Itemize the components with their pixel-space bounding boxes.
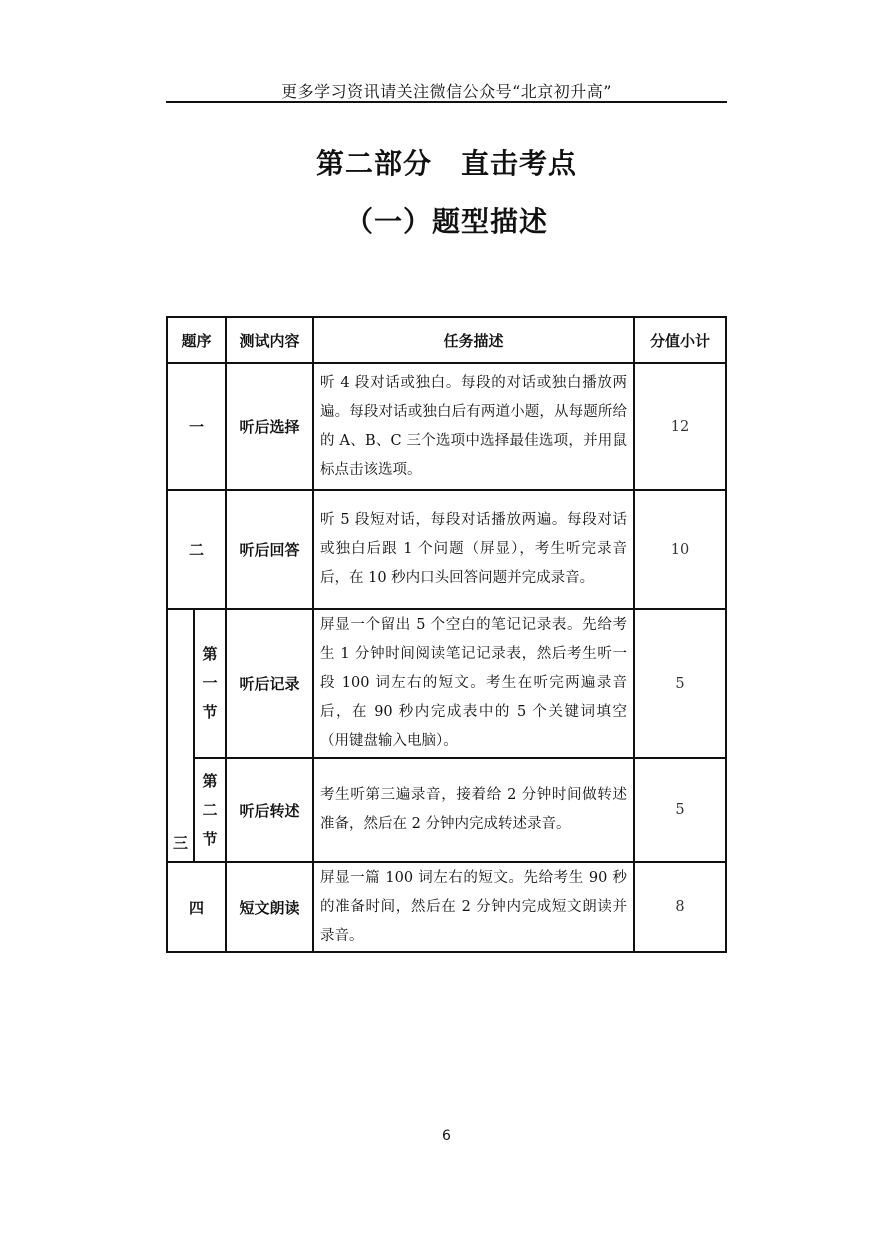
table-row (167, 758, 726, 862)
test-content: 听后转述 (226, 758, 313, 862)
section-title: 第二部分 直击考点 (315, 147, 577, 180)
table-row (167, 363, 726, 490)
section-label-char: 第 (202, 771, 218, 790)
section-label-char: 一 (202, 674, 218, 692)
section-label (194, 758, 226, 862)
column-header-content: 测试内容 (226, 317, 313, 363)
row-number: 二 (167, 490, 226, 609)
column-header-description: 任务描述 (313, 317, 634, 363)
score-subtotal: 5 (634, 609, 726, 758)
task-description: 听 4 段对话或独白。每段的对话或独白播放两遍。每段对话或独白后有两道小题，从每题所给的 A、B、C 三个选项中选择最佳选项，并用鼠标点击该选项。 (313, 363, 634, 490)
header-divider (166, 101, 727, 103)
section-subtitle: （一）题型描述 (344, 205, 548, 238)
column-header-score: 分值小计 (634, 317, 726, 363)
score-subtotal: 12 (634, 363, 726, 490)
test-content: 听后选择 (226, 363, 313, 490)
row-number: 一 (167, 363, 226, 490)
score-subtotal: 5 (634, 758, 726, 862)
task-description: 屏显一篇 100 词左右的短文。先给考生 90 秒的准备时间，然后在 2 分钟内完成短文朗读并录音。 (313, 862, 634, 952)
table-header-row (167, 317, 726, 363)
test-content: 短文朗读 (226, 862, 313, 952)
row-number: 三 (167, 609, 194, 862)
task-description: 听 5 段短对话，每段对话播放两遍。每段对话或独白后跟 1 个问题（屏显），考生听完录音后，在 10 秒内口头回答问题并完成录音。 (313, 490, 634, 609)
test-content: 听后回答 (226, 490, 313, 609)
page-number: 6 (442, 1128, 451, 1144)
row-number: 四 (167, 862, 226, 952)
section-label-char: 节 (202, 829, 218, 848)
task-description: 屏显一个留出 5 个空白的笔记记录表。先给考生 1 分钟时间阅读笔记记录表，然后考生听一段 100 词左右的短文。考生在听完两遍录音后，在 90 秒内完成表中的 5 个关键词填空（用键盘输入电脑）。 (313, 609, 634, 758)
task-description: 考生听第三遍录音，接着给 2 分钟时间做转述准备，然后在 2 分钟内完成转述录音。 (313, 758, 634, 862)
score-subtotal: 10 (634, 490, 726, 609)
section-label-char: 节 (202, 703, 218, 721)
section-label-char: 二 (202, 800, 218, 819)
question-type-table (166, 316, 727, 953)
table-row (167, 490, 726, 609)
section-label-char: 第 (202, 645, 218, 663)
column-header-order: 题序 (167, 317, 226, 363)
section-label (194, 609, 226, 758)
table-row (167, 609, 726, 758)
table-row (167, 862, 726, 952)
page-header: 更多学习资讯请关注微信公众号“北京初升高” (281, 82, 612, 101)
test-content: 听后记录 (226, 609, 313, 758)
score-subtotal: 8 (634, 862, 726, 952)
